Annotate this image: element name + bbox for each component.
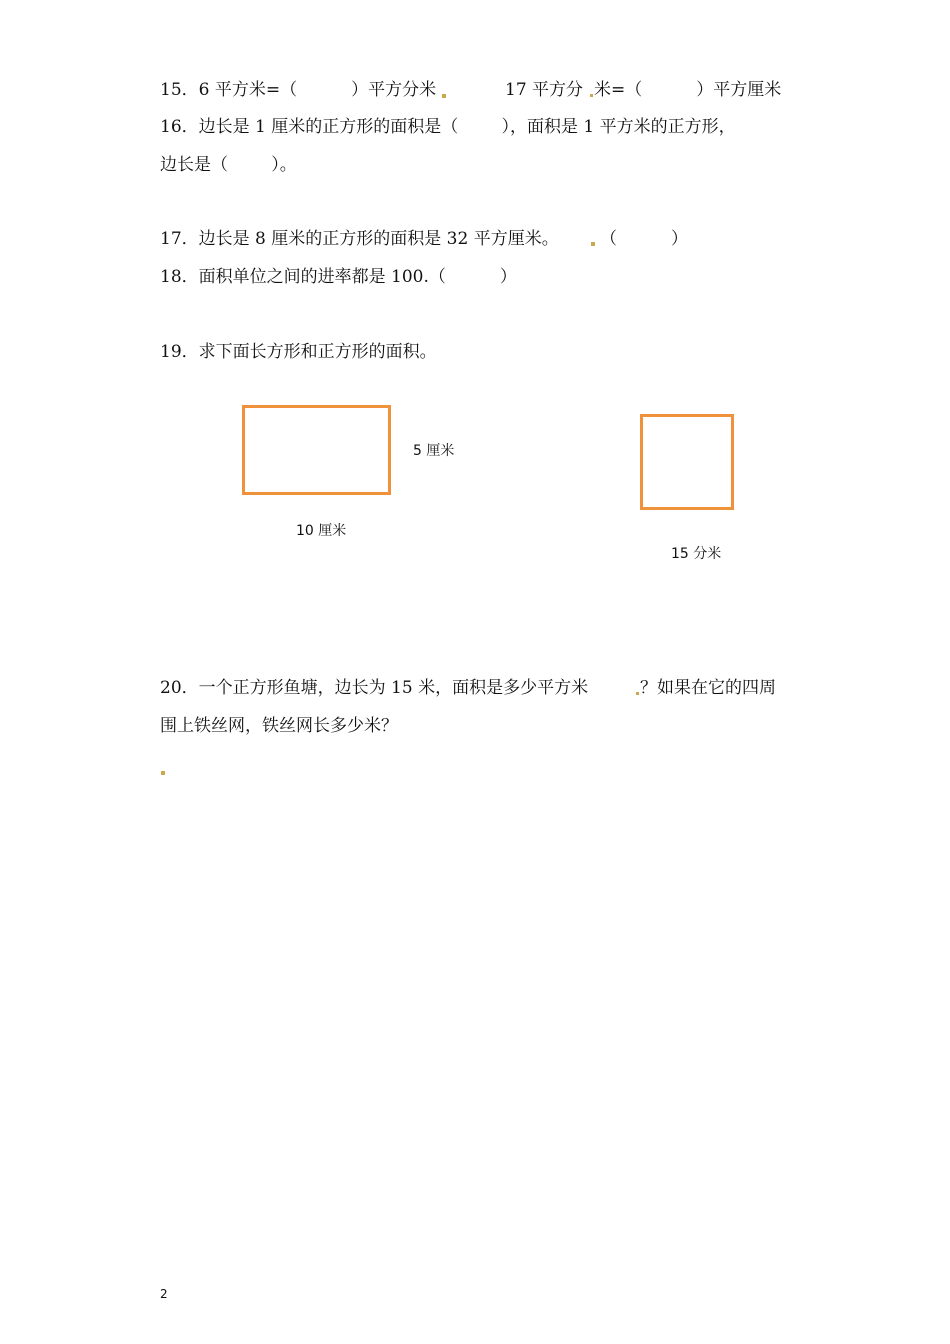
page-number: 2 — [160, 1287, 168, 1301]
question-20-line1: 20．一个正方形鱼塘，边长为 15 米，面积是多少平方米 — [160, 678, 589, 698]
marker-dot — [636, 692, 639, 695]
marker-dot — [161, 771, 165, 775]
rectangle-height-label: 5 厘米 — [413, 443, 455, 459]
question-15-part3: 米=（ ）平方厘米 — [594, 80, 782, 100]
marker-dot — [590, 94, 593, 97]
question-19: 19．求下面长方形和正方形的面积。 — [160, 342, 437, 362]
marker-dot — [442, 94, 446, 98]
question-15-part1: 15．6 平方米=（ ）平方分米 — [160, 80, 437, 100]
square-figure — [640, 414, 734, 510]
question-15-part2: 17 平方分 — [505, 80, 584, 100]
question-16-line2: 边长是（ ）。 — [160, 155, 297, 175]
question-17-blank: （ ） — [600, 229, 689, 249]
question-20-line1-end: ？如果在它的四周 — [640, 678, 776, 698]
question-16-line1: 16．边长是 1 厘米的正方形的面积是（ ），面积是 1 平方米的正方形， — [160, 117, 736, 137]
question-18: 18．面积单位之间的进率都是 100.（ ） — [160, 267, 517, 287]
rectangle-figure — [242, 405, 391, 495]
rectangle-width-label: 10 厘米 — [296, 523, 347, 539]
square-side-label: 15 分米 — [671, 546, 722, 562]
question-17: 17．边长是 8 厘米的正方形的面积是 32 平方厘米。 — [160, 229, 559, 249]
question-20-line2: 围上铁丝网，铁丝网长多少米？ — [160, 716, 398, 736]
marker-dot — [591, 242, 595, 246]
